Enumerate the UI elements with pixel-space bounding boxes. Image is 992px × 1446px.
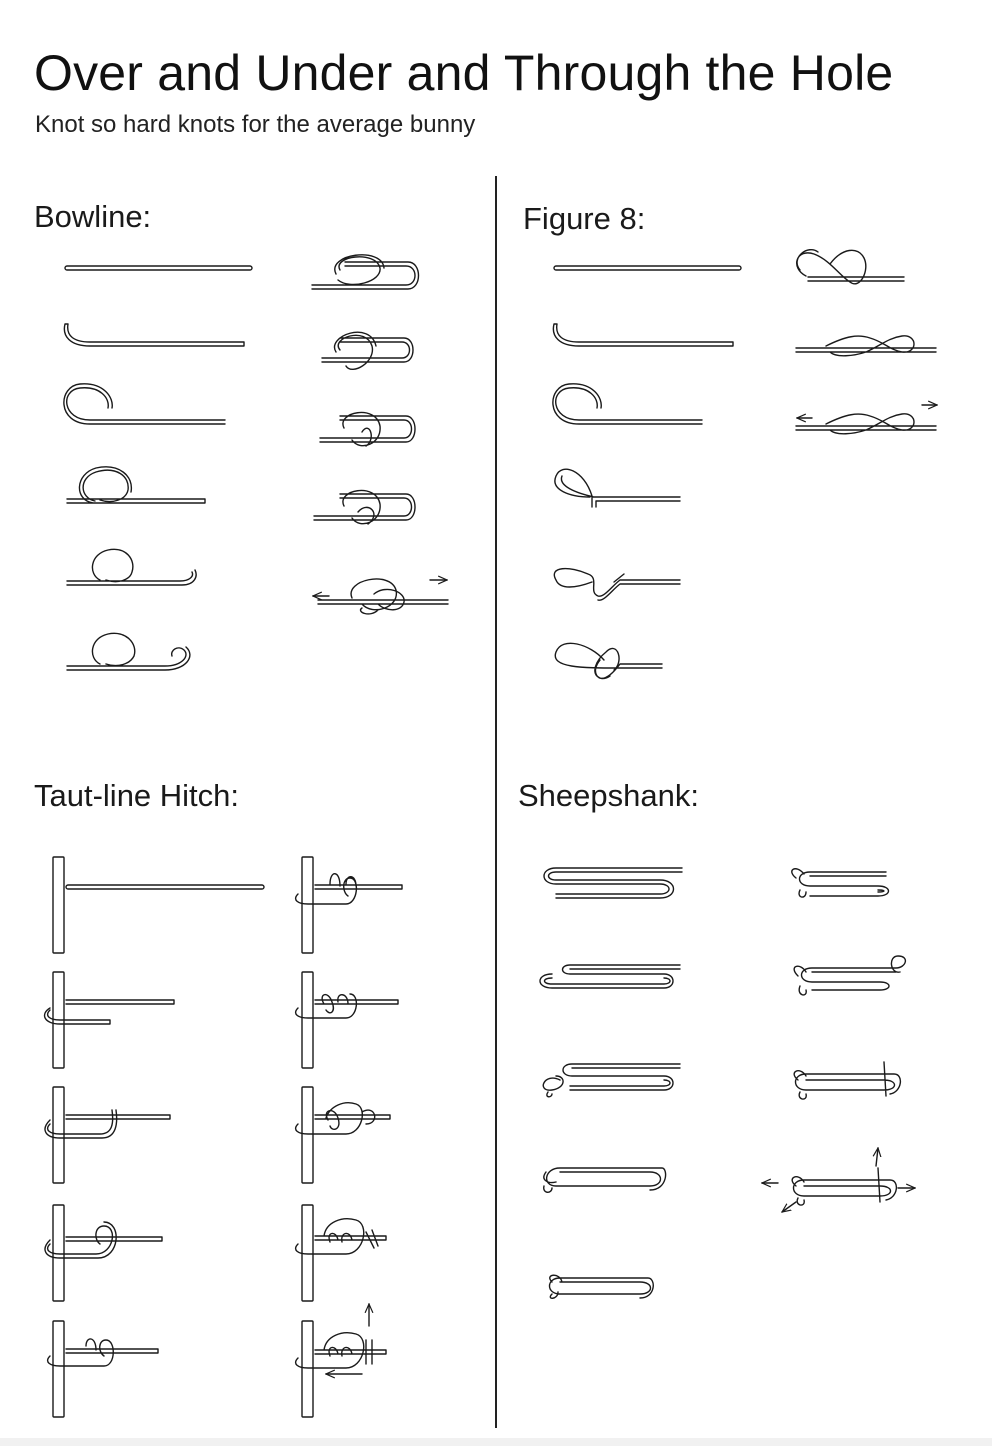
figure8-step-8 xyxy=(796,336,936,356)
bowline-step-3 xyxy=(64,384,225,424)
tautline-step-5 xyxy=(48,1321,158,1417)
figure8-step-5 xyxy=(554,569,680,601)
figure8-steps xyxy=(553,250,937,679)
tautline-step-1 xyxy=(53,857,264,953)
tautline-step-4 xyxy=(45,1205,162,1301)
figure8-step-9 xyxy=(796,405,937,434)
bowline-step-5 xyxy=(67,549,196,585)
section-label-figure8: Figure 8: xyxy=(523,201,646,236)
sheepshank-step-5 xyxy=(550,1275,654,1298)
sheepshank-step-6 xyxy=(792,869,889,897)
figure8-step-3 xyxy=(553,384,702,424)
sheepshank-step-9 xyxy=(762,1148,915,1212)
bowline-step-2 xyxy=(64,324,244,346)
bowline-step-7 xyxy=(312,255,419,289)
tautline-steps xyxy=(45,857,402,1417)
tautline-step-6 xyxy=(296,857,402,953)
sheepshank-step-7 xyxy=(794,956,905,995)
sheepshank-step-4 xyxy=(544,1168,666,1192)
sheepshank-steps xyxy=(540,868,915,1298)
bowline-step-11 xyxy=(313,579,448,614)
figure8-step-6 xyxy=(555,643,662,678)
sheepshank-step-8 xyxy=(794,1062,900,1099)
tautline-step-3 xyxy=(45,1087,170,1183)
bowline-step-9 xyxy=(320,413,415,446)
bowline-step-8 xyxy=(322,332,413,369)
bowline-step-6 xyxy=(67,633,190,670)
figure8-step-2 xyxy=(553,324,733,346)
tautline-step-9 xyxy=(296,1205,386,1301)
figure8-step-7 xyxy=(797,250,904,284)
bowline-step-4 xyxy=(67,467,205,503)
page-subtitle: Knot so hard knots for the average bunny xyxy=(35,111,476,138)
section-label-tautline: Taut-line Hitch: xyxy=(34,778,240,813)
page-title: Over and Under and Through the Hole xyxy=(34,45,894,101)
tautline-step-2 xyxy=(45,972,174,1068)
bowline-step-10 xyxy=(314,491,415,524)
sheepshank-step-3 xyxy=(543,1064,680,1097)
bottom-edge xyxy=(0,1438,992,1446)
sheepshank-step-1 xyxy=(544,868,682,898)
figure8-step-1 xyxy=(554,266,741,270)
bowline-steps xyxy=(64,255,448,670)
tautline-step-10 xyxy=(296,1304,386,1417)
section-label-bowline: Bowline: xyxy=(34,199,152,234)
tautline-step-7 xyxy=(296,972,398,1068)
sheepshank-step-2 xyxy=(540,965,680,988)
figure8-step-4 xyxy=(555,469,680,507)
section-label-sheepshank: Sheepshank: xyxy=(518,778,699,813)
tautline-step-8 xyxy=(296,1087,390,1183)
bowline-step-1 xyxy=(65,266,252,270)
